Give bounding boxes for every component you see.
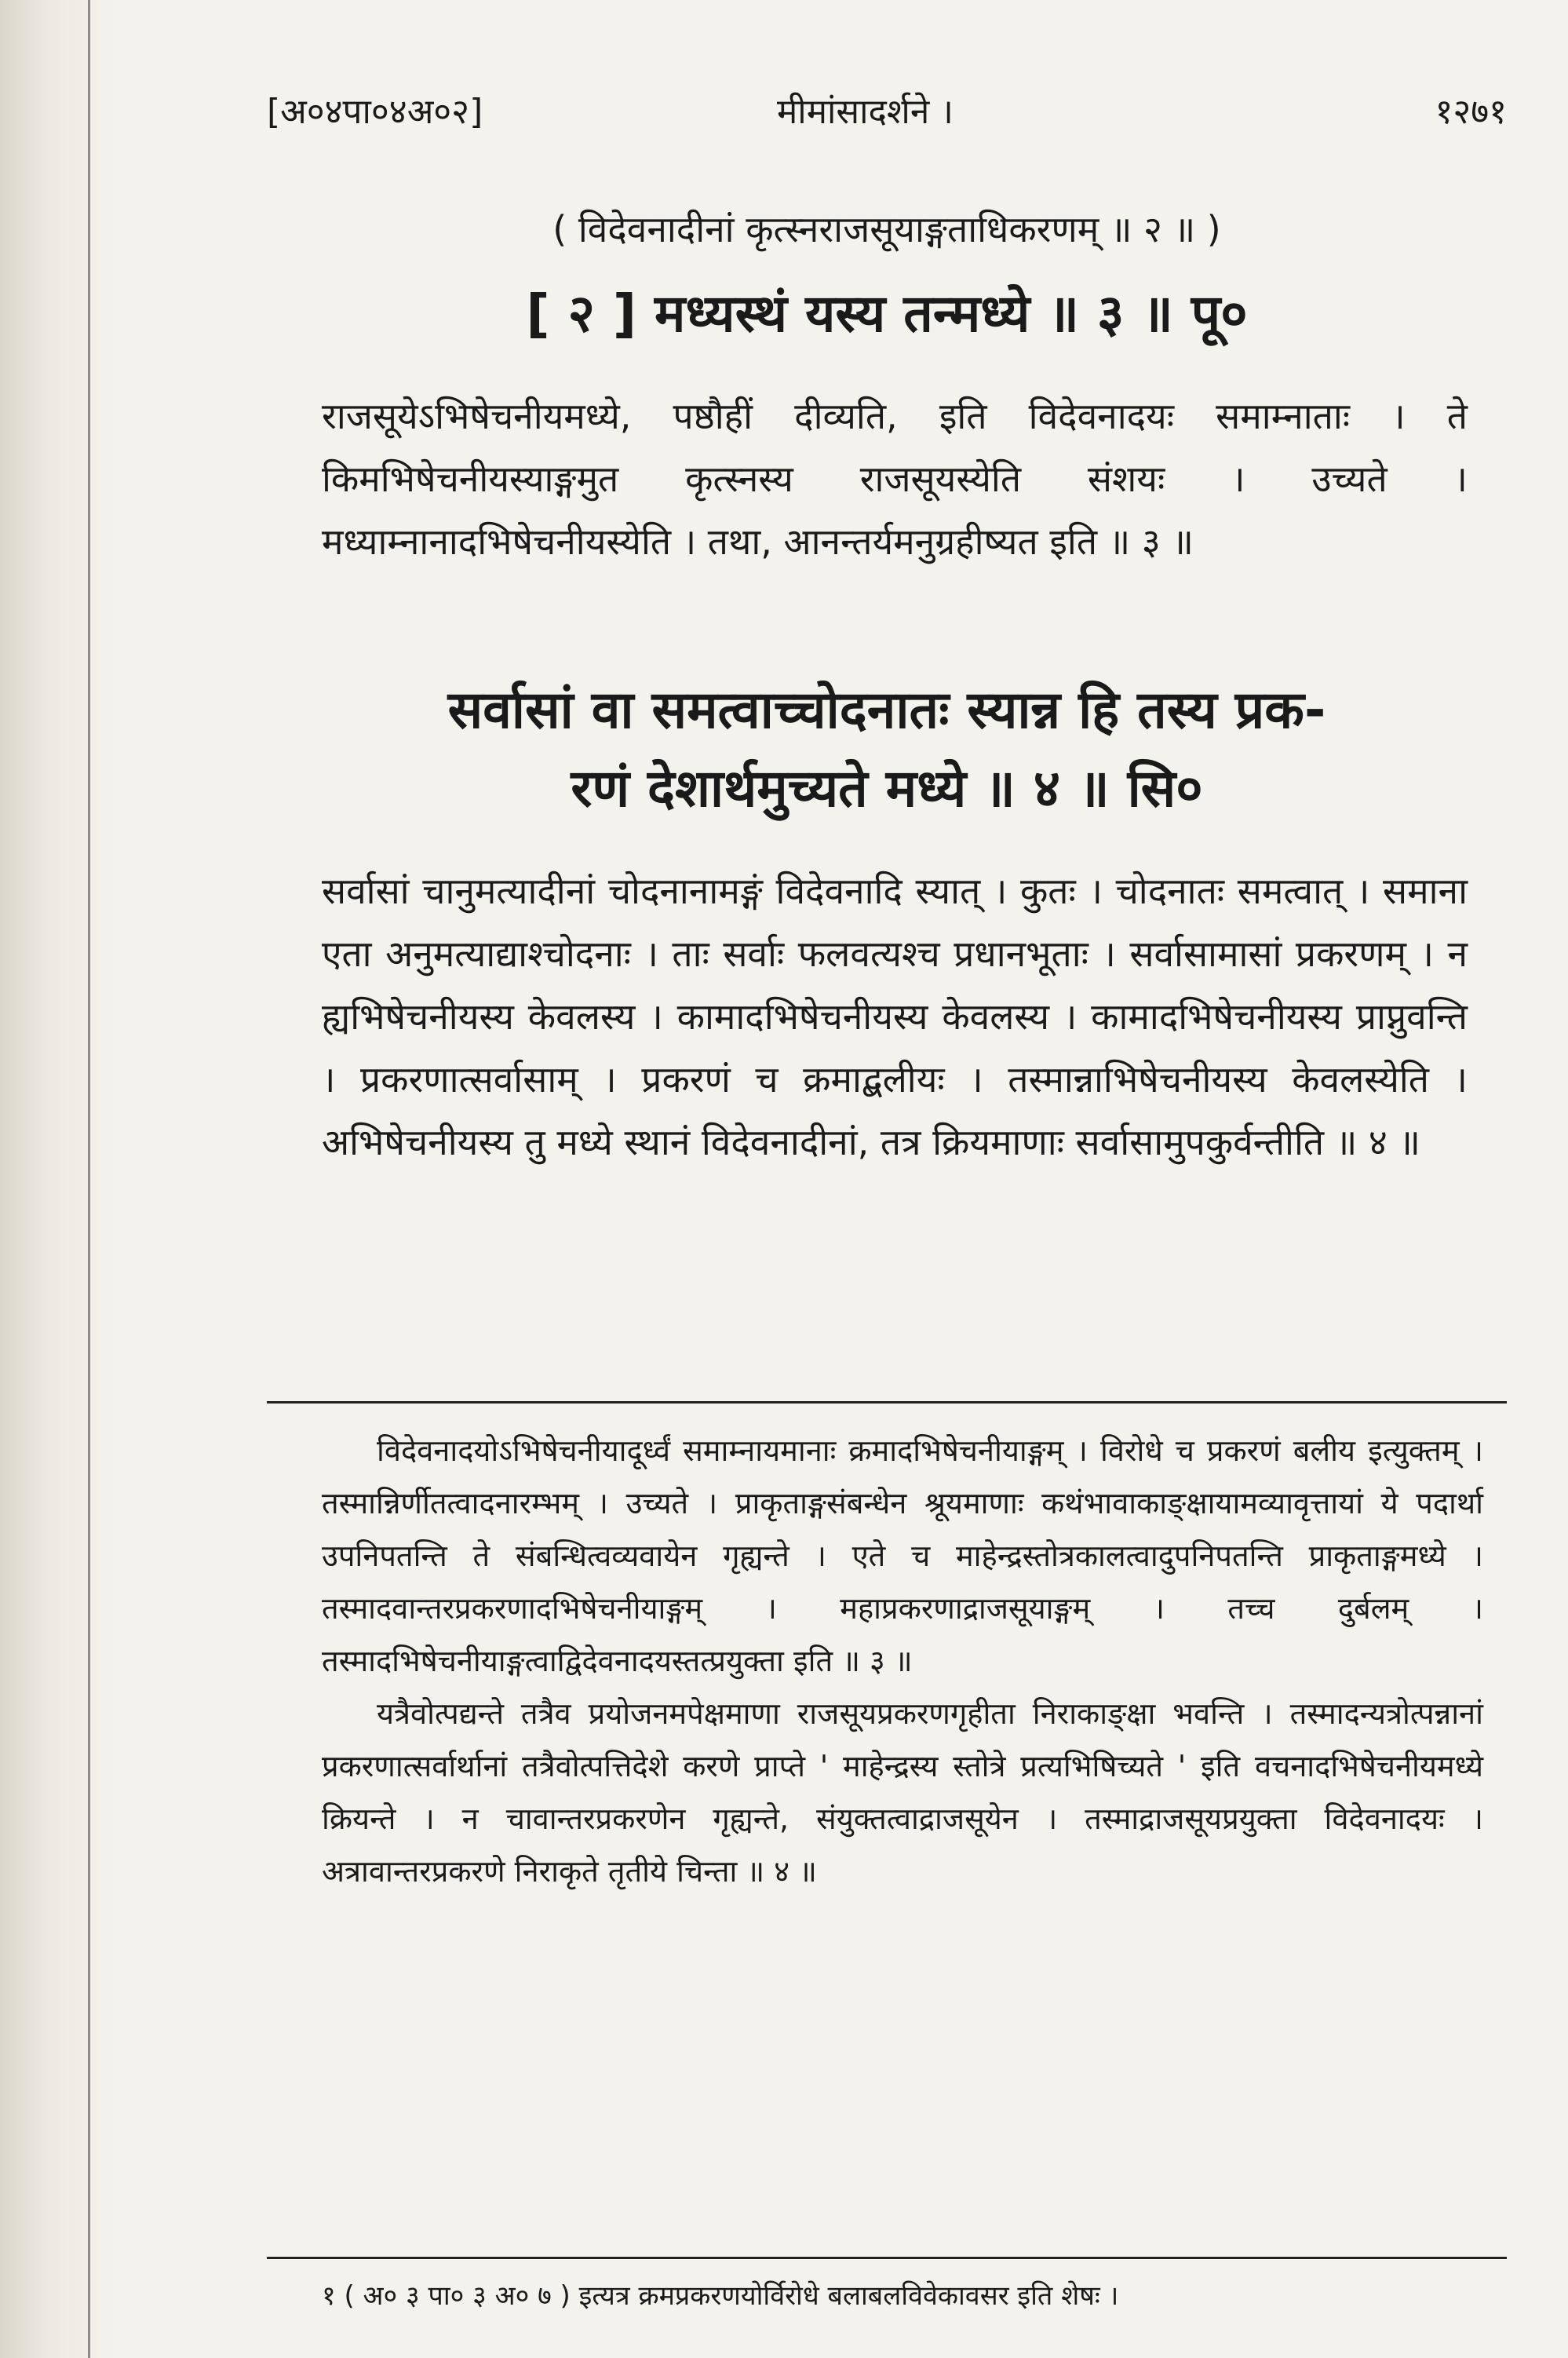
sutra-4-line-2: रणं देशार्थमुच्यते मध्ये ॥ ४ ॥ सि० — [571, 758, 1203, 819]
commentary-divider — [267, 1401, 1507, 1403]
running-head — [267, 78, 1507, 141]
binding-shadow — [88, 0, 90, 2358]
page-number: १२७१ — [1435, 92, 1507, 132]
commentary-4: यत्रैवोत्पद्यन्ते तत्रैव प्रयोजनमपेक्षमाणा राजसूयप्रकरणगृहीता निराकाङ्क्षा भवन्ति । तस्मादन्यत्रोत्पन्नानां प्रकरणात्सर्वार्थानां तत्रैवोत्पत्तिदेशे करणे प्राप्ते ' माहेन्द्रस्य स्तोत्रे प्रत्यभिषिच्यते ' इति वचनादभिषेचनीयमध्ये क्रियन्ते । न चावान्तरप्रकरणेन गृह्यन्ते, संयुक्तत्वाद्राजसूयेन । तस्माद्राजसूयप्रयुक्ता विदेवनादयः । अत्रावान्तरप्रकरणे निराकृते तृतीये चिन्ता ॥ ४ ॥ — [322, 1696, 1483, 1889]
footnote-divider — [267, 2257, 1507, 2259]
adhikarana-title: ( विदेवनादीनां कृत्स्नराजसूयाङ्गताधिकरणम् ॥ २ ॥ ) — [552, 208, 1221, 250]
commentary-block — [322, 1425, 1483, 1898]
bhashya-3-text: राजसूयेऽभिषेचनीयमध्ये, पष्ठौहीं दीव्यति, इति विदेवनादयः समाम्नाताः । ते किमभिषेचनीयस्याङ्गमुत कृत्स्नस्य राजसूयस्येति संशयः । उच्यते । मध्याम्नानादभिषेचनीयस्येति । तथा, आनन्तर्यमनुग्रहीष्यत इति ॥ ३ ॥ — [322, 395, 1468, 563]
bhashya-4 — [322, 860, 1468, 1174]
scan-edge — [0, 0, 118, 2358]
sutra-3: [ २ ] मध्यस्थं यस्य तन्मध्ये ॥ ३ ॥ पू० — [526, 283, 1248, 344]
sutra-4-line-1: सर्वासां वा समत्वाच्चोदनातः स्यान्न हि तस्य प्रक- — [447, 680, 1326, 740]
running-title: मीमांसादर्शने । — [777, 92, 954, 132]
bhashya-3 — [322, 385, 1468, 573]
commentary-3: विदेवनादयोऽभिषेचनीयादूर्ध्वं समाम्नायमानाः क्रमादभिषेचनीयाङ्गम् । विरोधे च प्रकरणं बलीय इत्युक्तम् । तस्मान्निर्णीतत्वादनारम्भम् । उच्यते । प्राकृताङ्गसंबन्धेन श्रूयमाणाः कथंभावाकाङ्क्षायामव्यावृत्तायां ये पदार्था उपनिपतन्ति ते संबन्धित्वव्यवायेन गृह्यन्ते । एते च माहेन्द्रस्तोत्रकालत्वादुपनिपतन्ति प्राकृताङ्गमध्ये । तस्मादवान्तरप्रकरणादभिषेचनीयाङ्गम् । महाप्रकरणाद्राजसूयाङ्गम् । तच्च दुर्बलम् । तस्मादभिषेचनीयाङ्गत्वाद्विदेवनादयस्तत्प्रयुक्ता इति ॥ ३ ॥ — [322, 1433, 1484, 1678]
section-reference: [अ०४पा०४अ०२] — [267, 92, 483, 132]
footnote: १ ( अ० ३ पा० ३ अ० ७ ) इत्यत्र क्रमप्रकरणयोर्विरोधे बलाबलविवेकावसर इति शेषः । — [322, 2280, 1119, 2312]
bhashya-4-text: सर्वासां चानुमत्यादीनां चोदनानामङ्गं विदेवनादि स्यात् । कुतः । चोदनातः समत्वात् । समाना एता अनुमत्याद्याश्चोदनाः । ताः सर्वाः फलवत्यश्च प्रधानभूताः । सर्वासामासां प्रकरणम् । न ह्यभिषेचनीयस्य केवलस्य । कामादभिषेचनीयस्य केवलस्य । कामादभिषेचनीयस्य प्राप्नुवन्ति । प्रकरणात्सर्वासाम् । प्रकरणं च क्रमाद्बलीयः । तस्मान्नाभिषेचनीयस्य केवलस्येति । अभिषेचनीयस्य तु मध्ये स्थानं विदेवनादीनां, तत्र क्रियमाणाः सर्वासामुपकुर्वन्तीति ॥ ४ ॥ — [322, 870, 1468, 1163]
